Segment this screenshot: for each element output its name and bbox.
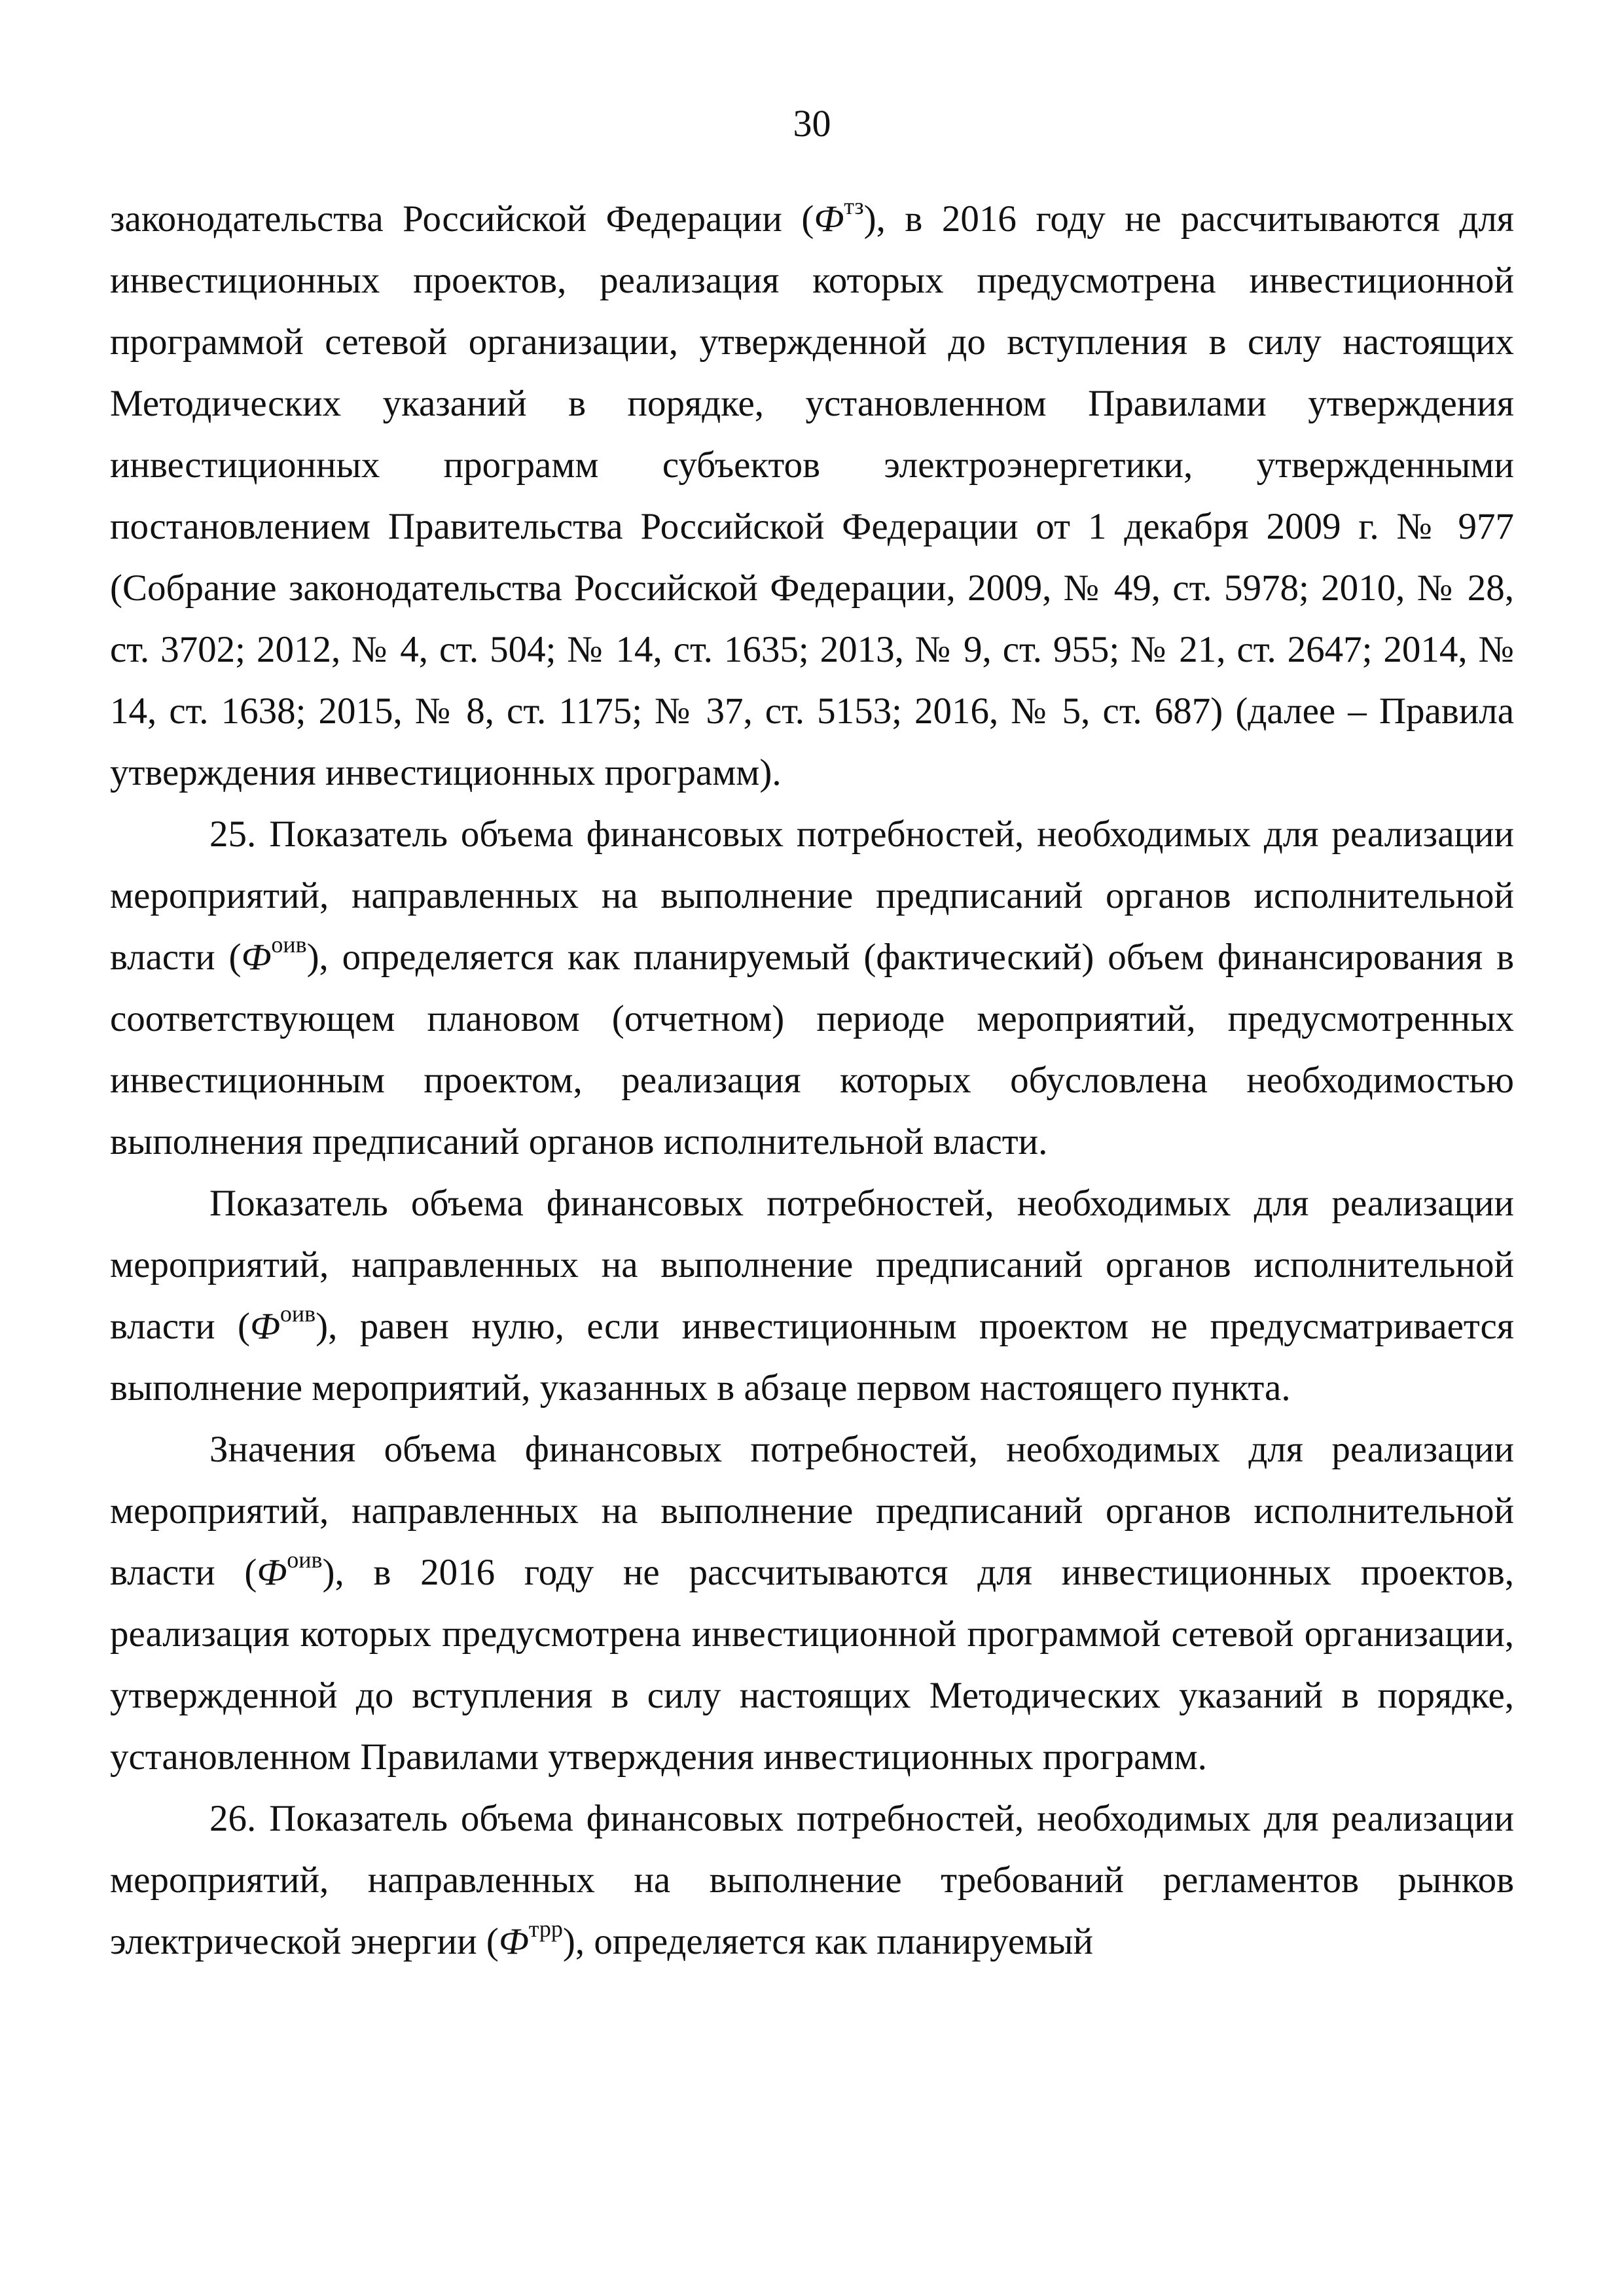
symbol-superscript: оив bbox=[287, 1547, 323, 1573]
phi-symbol: Ф bbox=[249, 1306, 280, 1347]
phi-symbol: Ф bbox=[498, 1921, 529, 1962]
body-text bbox=[110, 188, 1514, 1973]
symbol-superscript: оив bbox=[271, 931, 307, 958]
paragraph-item-26: 26. Показатель объема финансовых потребностей, необходимых для реализации мероприятий, направленных на выполнение требований регламентов рынков электрической энергии $(Ф^{трр})$, определяется как планируемый bbox=[110, 1798, 1514, 1962]
symbol-superscript: оив bbox=[280, 1300, 316, 1327]
paragraph-continuation: законодательства Российской Федерации $(Ф^{тз})$, в 2016 году не рассчитываются для инвестиционных проектов, реализация которых предусмотрена инвестиционной программой сетевой организации, утвержденной до вступления в силу настоящих Методических указаний в порядке, установленном Правилами утверждения инвестиционных программ субъектов электроэнергетики, утвержденными постановлением Правительства Российской Федерации от 1 декабря 2009 г. № 977 (Собрание законодательства Российской Федерации, 2009, № 49, ст. 5978; 2010, № 28, ст. 3702; 2012, № 4, ст. 504; № 14, ст. 1635; 2013, № 9, ст. 955; № 21, ст. 2647; 2014, № 14, ст. 1638; 2015, № 8, ст. 1175; № 37, ст. 5153; 2016, № 5, ст. 687) (далее – Правила утверждения инвестиционных программ). bbox=[110, 193, 1514, 793]
paragraph-item-25-zero: Показатель объема финансовых потребностей, необходимых для реализации мероприятий, направленных на выполнение предписаний органов исполнительной власти $(Ф^{оив})$, равен нулю, если инвестиционным проектом не предусматривается выполнение мероприятий, указанных в абзаце первом настоящего пункта. bbox=[110, 1183, 1514, 1408]
phi-symbol: Ф bbox=[257, 1552, 287, 1593]
symbol-superscript: трр bbox=[528, 1916, 563, 1942]
phi-symbol: Ф bbox=[241, 937, 272, 978]
paragraph-item-25-2016: Значения объема финансовых потребностей, необходимых для реализации мероприятий, направленных на выполнение предписаний органов исполнительной власти $(Ф^{оив})$, в 2016 году не рассчитываются для инвестиционных проектов, реализация которых предусмотрена инвестиционной программой сетевой организации, утвержденной до вступления в силу настоящих Методических указаний в порядке, установленном Правилами утверждения инвестиционных программ. bbox=[110, 1429, 1515, 1778]
paragraph-item-25: 25. Показатель объема финансовых потребностей, необходимых для реализации мероприятий, направленных на выполнение предписаний органов исполнительной власти $(Ф^{оив})$, определяется как планируемый (фактический) объем финансирования в соответствующем плановом (отчетном) периоде мероприятий, предусмотренных инвестиционным проектом, реализация которых обусловлена необходимостью выполнения предписаний органов исполнительной власти. bbox=[110, 814, 1515, 1162]
phi-symbol: Ф bbox=[814, 198, 844, 240]
symbol-superscript: тз bbox=[844, 193, 864, 219]
page-number: 30 bbox=[793, 102, 831, 145]
